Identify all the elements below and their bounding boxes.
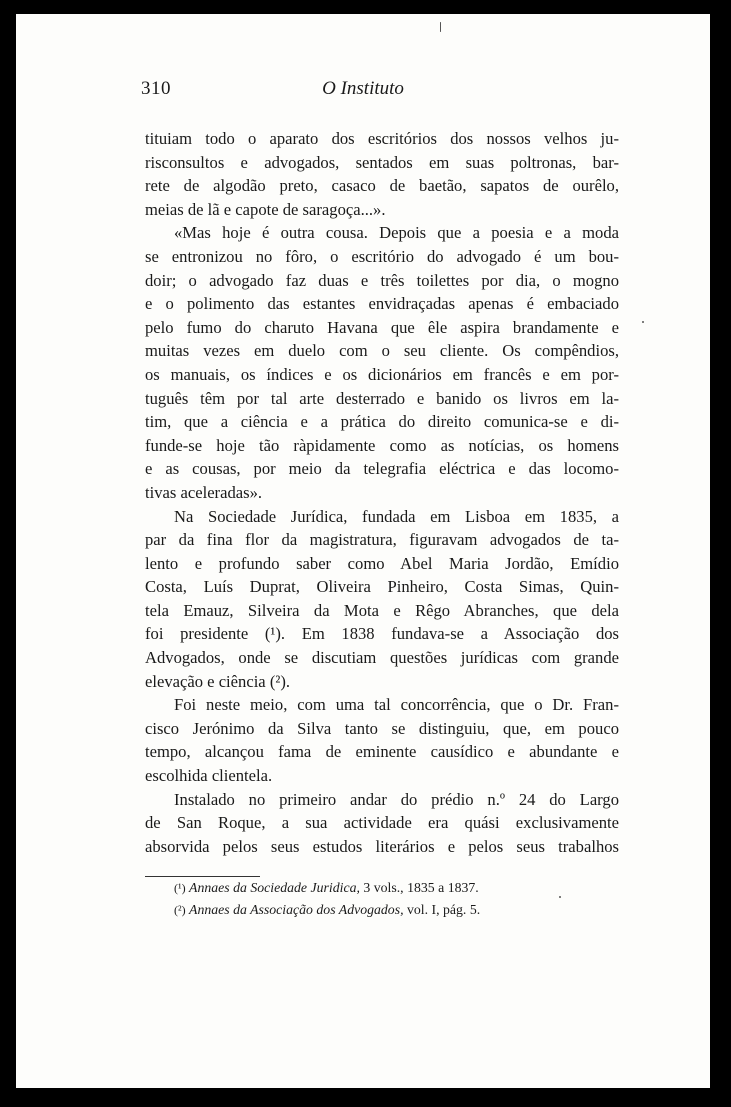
- text-line: escolhida clientela.: [145, 766, 273, 786]
- footnote-title: Annaes da Associação dos Advogados,: [189, 902, 404, 917]
- text-line: foi presidente (¹). Em 1838 fundava-se a Associação dos: [145, 624, 619, 644]
- text-line: doir; o advogado faz duas e três toilettes por dia, o mogno: [145, 270, 619, 290]
- paragraph: [145, 221, 619, 504]
- footnote-mark: (²): [174, 903, 186, 917]
- paragraph: [145, 505, 619, 694]
- paragraph: [145, 788, 619, 859]
- paragraph: [145, 127, 619, 221]
- text-line: rete de algodão preto, casaco de baetão, sapatos de ourêlo,: [145, 176, 619, 196]
- text-line: tituiam todo o aparato dos escritórios dos nossos velhos ju-: [145, 129, 619, 148]
- text-line: tela Emauz, Silveira da Mota e Rêgo Abranches, que dela: [145, 600, 619, 620]
- text-line: risconsultos e advogados, sentados em suas poltronas, bar-: [145, 152, 619, 172]
- footnote: [145, 899, 619, 921]
- footnotes: [145, 877, 619, 921]
- text-line: os manuais, os índices e os dicionários em francês e em por-: [145, 364, 619, 384]
- text-line: tivas aceleradas».: [145, 482, 263, 502]
- footnote-title: Annaes da Sociedade Juridica,: [189, 880, 360, 895]
- text-line: lento e profundo saber como Abel Maria Jordão, Emídio: [145, 553, 619, 573]
- body-text: [145, 127, 619, 858]
- text-line: tempo, alcançou fama de eminente causídico e abundante e: [145, 742, 619, 762]
- text-line: pelo fumo do charuto Havana que êle aspira brandamente e: [145, 317, 619, 337]
- text-line: Na Sociedade Jurídica, fundada em Lisboa em 1835, a: [174, 506, 619, 526]
- text-line: absorvida pelos seus estudos literários e pelos seus trabalhos: [145, 836, 619, 856]
- text-line: meias de lã e capote de saragoça...».: [145, 199, 386, 219]
- text-line: Foi neste meio, com uma tal concorrência, que o Dr. Fran-: [174, 695, 619, 715]
- paper-speck: [642, 321, 644, 323]
- text-line: «Mas hoje é outra cousa. Depois que a poesia e a moda: [174, 223, 619, 243]
- text-line: Costa, Luís Duprat, Oliveira Pinheiro, Costa Simas, Quin-: [145, 577, 619, 597]
- text-line: tuguês têm por tal arte desterrado e banido os livros em la-: [145, 388, 619, 408]
- text-line: de San Roque, a sua actividade era quási exclusivamente: [145, 813, 619, 833]
- text-line: funde-se hoje tão ràpidamente como as notícias, os homens: [145, 435, 619, 455]
- text-line: elevação e ciência (²).: [145, 671, 290, 691]
- text-line: se entronizou no fôro, o escritório do advogado é um bou-: [145, 246, 619, 266]
- page-number: 310: [141, 78, 171, 99]
- running-title: O Instituto: [322, 78, 404, 99]
- paper-speck: [440, 22, 441, 32]
- footnote: [145, 877, 619, 899]
- page: [16, 14, 710, 1088]
- text-line: e o polimento das estantes envidraçadas apenas é embaciado: [145, 294, 619, 314]
- text-line: par da fina flor da magistratura, figuravam advogados de ta-: [145, 530, 619, 550]
- text-line: Advogados, onde se discutiam questões jurídicas com grande: [145, 648, 619, 668]
- text-line: cisco Jerónimo da Silva tanto se distinguiu, que, em pouco: [145, 718, 619, 738]
- text-line: muitas vezes em duelo com o seu cliente. Os compêndios,: [145, 341, 619, 361]
- text-line: tim, que a ciência e a prática do direito comunica-se e di-: [145, 412, 619, 432]
- paper-speck: [559, 896, 561, 898]
- text-line: Instalado no primeiro andar do prédio n.º 24 do Largo: [174, 789, 619, 809]
- footnote-mark: (¹): [174, 881, 186, 895]
- page-header: [16, 78, 710, 104]
- paragraph: [145, 693, 619, 787]
- footnote-detail: 3 vols., 1835 a 1837.: [359, 880, 479, 895]
- footnote-detail: vol. I, pág. 5.: [403, 902, 481, 917]
- text-line: e as cousas, por meio da telegrafia eléctrica e das locomo-: [145, 459, 619, 479]
